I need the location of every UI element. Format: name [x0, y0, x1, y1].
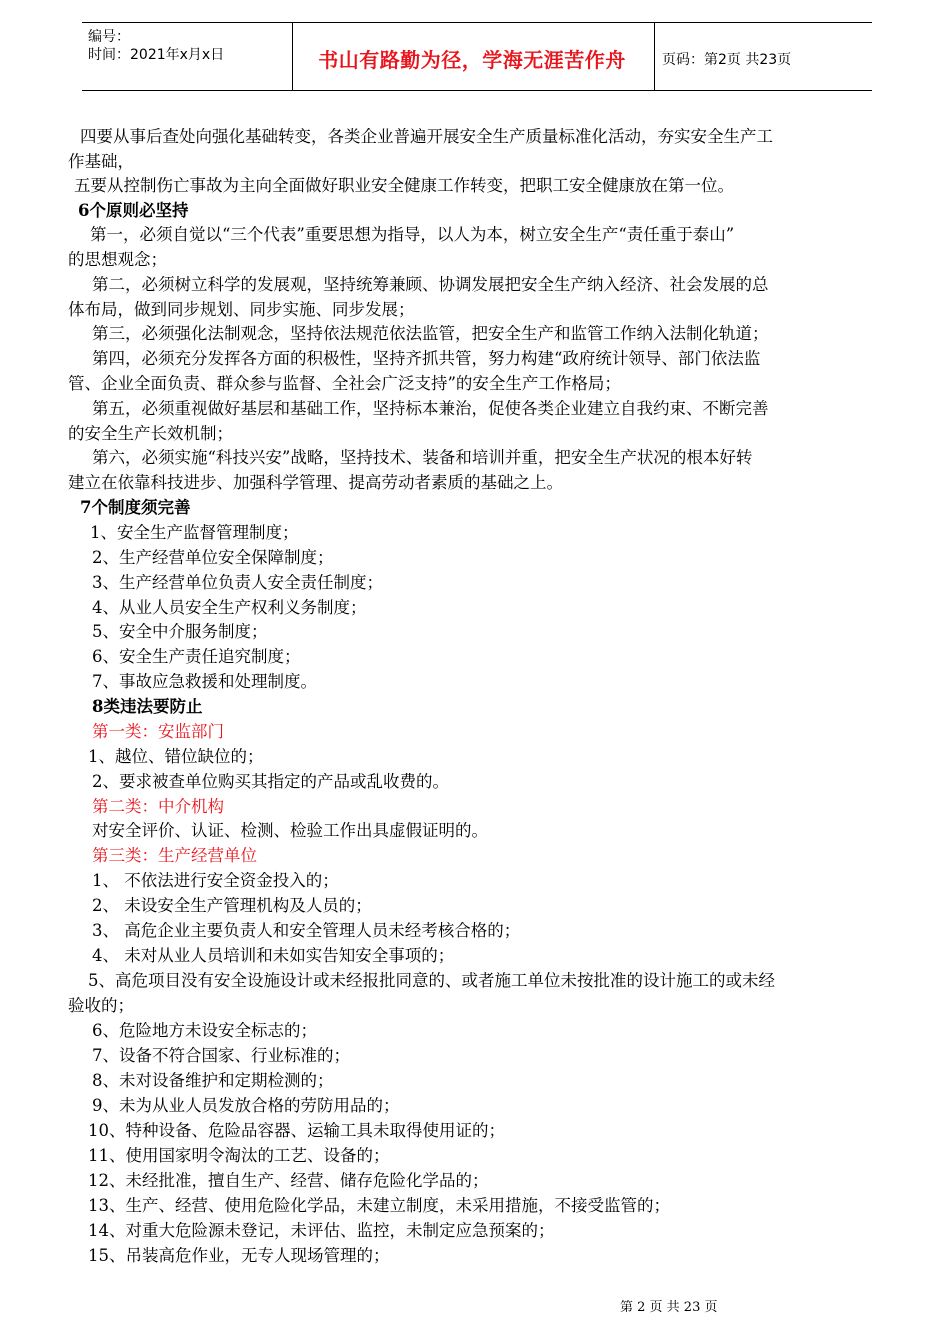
list-item: 4、从业人员安全生产权利义务制度； — [92, 598, 367, 617]
header-page-info: 页码：第2页 共23页 — [662, 52, 792, 68]
list-item: 1、安全生产监督管理制度； — [90, 523, 299, 542]
list-item: 对安全评价、认证、检测、检验工作出具虚假证明的。 — [92, 821, 488, 840]
header-meta — [88, 28, 224, 64]
page-footer: 第 2 页 共 23 页 — [620, 1300, 718, 1315]
paragraph-line: 第一，必须自觉以“三个代表”重要思想为指导，以人为本，树立安全生产“责任重于泰山” — [90, 225, 735, 244]
paragraph-line: 建立在依靠科技进步、加强科学管理、提高劳动者素质的基础之上。 — [68, 473, 563, 492]
list-item: 10、特种设备、危险品容器、运输工具未取得使用证的； — [88, 1121, 505, 1140]
list-item: 13、生产、经营、使用危险化学品，未建立制度，未采用措施，不接受监管的； — [88, 1196, 670, 1215]
paragraph-line: 第二，必须树立科学的发展观，坚持统筹兼顾、协调发展把安全生产纳入经济、社会发展的总 — [92, 275, 769, 294]
header-top-rule — [82, 22, 872, 23]
paragraph-line: 五要从控制伤亡事故为主向全面做好职业安全健康工作转变，把职工安全健康放在第一位。 — [74, 176, 734, 195]
paragraph-line: 第五，必须重视做好基层和基础工作，坚持标本兼治，促使各类企业建立自我约束、不断完善 — [92, 399, 769, 418]
list-item: 2、 未设安全生产管理机构及人员的； — [92, 896, 372, 915]
header-divider-right — [654, 22, 655, 91]
list-item: 5、安全中介服务制度； — [92, 622, 268, 641]
category-heading: 第三类：生产经营单位 — [92, 846, 257, 865]
section-heading-systems: 7个制度须完善 — [80, 498, 191, 517]
list-item: 6、危险地方未设安全标志的； — [92, 1021, 317, 1040]
list-item: 6、安全生产责任追究制度； — [92, 647, 301, 666]
doc-time-label: 时间：2021年x月x日 — [88, 47, 225, 63]
list-item: 15、吊装高危作业，无专人现场管理的； — [88, 1246, 390, 1265]
list-item: 3、生产经营单位负责人安全责任制度； — [92, 573, 383, 592]
header-bottom-rule — [82, 90, 872, 91]
category-heading: 第二类：中介机构 — [92, 797, 224, 816]
list-item-continuation: 验收的； — [68, 996, 134, 1015]
paragraph-line: 管、企业全面负责、群众参与监督、全社会广泛支持”的安全生产工作格局； — [68, 374, 621, 393]
doc-number-label: 编号： — [88, 29, 130, 45]
header-divider-left — [292, 22, 293, 91]
list-item: 8、未对设备维护和定期检测的； — [92, 1071, 334, 1090]
page-header — [82, 22, 872, 92]
list-item: 12、未经批准，擅自生产、经营、储存危险化学品的； — [88, 1171, 489, 1190]
list-item: 2、要求被查单位购买其指定的产品或乱收费的。 — [92, 772, 449, 791]
list-item: 3、 高危企业主要负责人和安全管理人员未经考核合格的； — [92, 921, 521, 940]
list-item: 1、越位、错位缺位的； — [88, 747, 264, 766]
list-item: 7、事故应急救援和处理制度。 — [92, 672, 317, 691]
category-heading: 第一类：安监部门 — [92, 722, 224, 741]
list-item: 7、设备不符合国家、行业标准的； — [92, 1046, 350, 1065]
header-motto: 书山有路勤为径，学海无涯苦作舟 — [318, 48, 626, 72]
list-item: 1、 不依法进行安全资金投入的； — [92, 871, 339, 890]
paragraph-line: 四要从事后查处向强化基础转变，各类企业普遍开展安全生产质量标准化活动，夯实安全生产工 — [80, 127, 773, 146]
paragraph-line: 体布局，做到同步规划、同步实施、同步发展； — [68, 300, 415, 319]
section-heading-violations: 8类违法要防止 — [92, 697, 203, 716]
paragraph-line: 的思想观念； — [68, 250, 167, 269]
list-item: 11、使用国家明令淘汰的工艺、设备的； — [88, 1146, 390, 1165]
list-item: 2、生产经营单位安全保障制度； — [92, 548, 334, 567]
paragraph-line: 第四，必须充分发挥各方面的积极性，坚持齐抓共管，努力构建“政府统计领导、部门依法监 — [92, 349, 761, 368]
list-item: 5、高危项目没有安全设施设计或未经报批同意的、或者施工单位未按批准的设计施工的或未经 — [88, 971, 775, 990]
list-item: 4、 未对从业人员培训和未如实告知安全事项的； — [92, 946, 455, 965]
section-heading-principles: 6个原则必坚持 — [78, 201, 189, 220]
list-item: 14、对重大危险源未登记，未评估、监控，未制定应急预案的； — [88, 1221, 555, 1240]
paragraph-line: 的安全生产长效机制； — [68, 424, 233, 443]
paragraph-line: 第三，必须强化法制观念，坚持依法规范依法监管，把安全生产和监管工作纳入法制化轨道； — [92, 324, 769, 343]
paragraph-line: 第六，必须实施“科技兴安”战略，坚持技术、装备和培训并重，把安全生产状况的根本好转 — [92, 448, 753, 467]
paragraph-line: 作基础， — [68, 152, 134, 171]
list-item: 9、未为从业人员发放合格的劳防用品的； — [92, 1096, 400, 1115]
